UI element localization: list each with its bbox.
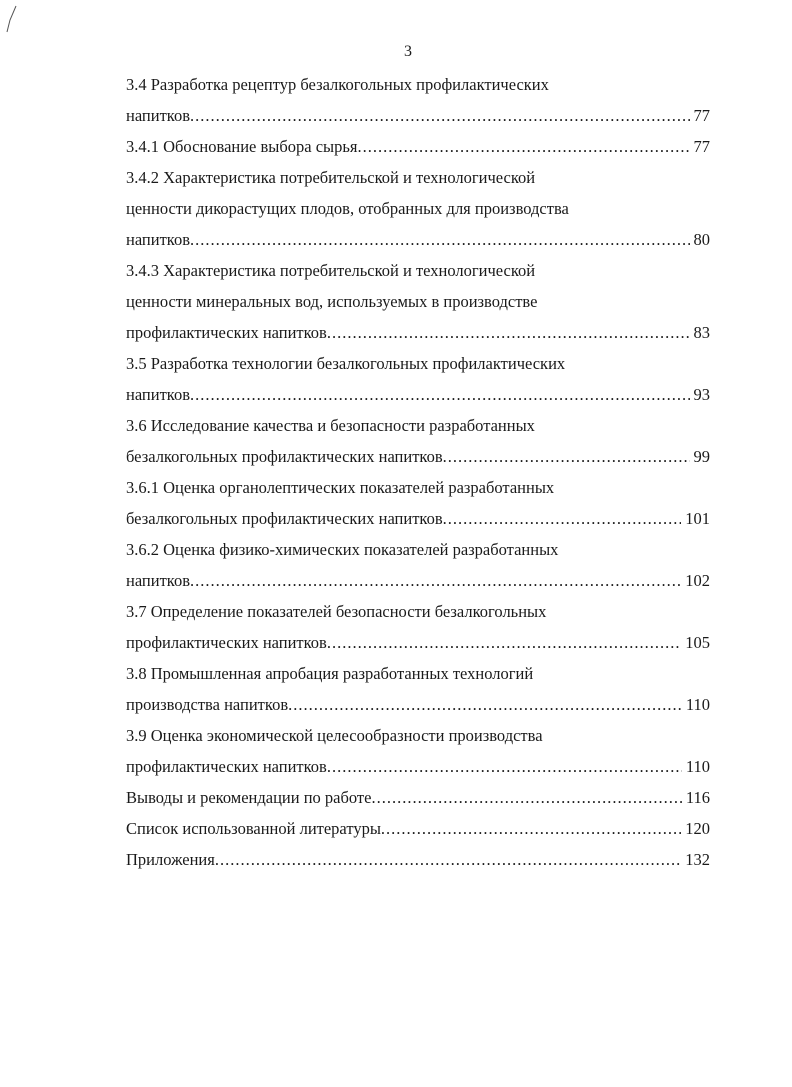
toc-entry-page: 99 xyxy=(693,447,710,466)
toc-dot-leader xyxy=(443,441,690,472)
toc-entry-title: 3.6.1 Оценка органолептических показателей разработанных xyxy=(126,478,555,497)
toc-entry-final-line xyxy=(126,100,710,131)
toc-entry xyxy=(126,596,710,658)
toc-entry-page: 77 xyxy=(693,137,710,156)
toc-entry-label: напитков xyxy=(126,106,191,125)
toc-entry-final-line xyxy=(126,689,710,720)
toc-entry-title: 3.4.3 Характеристика потребительской и технологической xyxy=(126,261,536,280)
toc-dot-leader xyxy=(371,782,681,813)
toc-entry-label: Выводы и рекомендации по работе xyxy=(126,788,372,807)
toc-entry-final-line xyxy=(126,627,710,658)
toc-entry-title: 3.5 Разработка технологии безалкогольных профилактических xyxy=(126,354,566,373)
toc-entry-final-line xyxy=(126,379,710,410)
toc-dot-leader xyxy=(358,131,690,162)
toc-entry-title: 3.8 Промышленная апробация разработанных технологий xyxy=(126,664,534,683)
toc-entry xyxy=(126,162,710,255)
toc-entry-page: 116 xyxy=(685,788,710,807)
toc-entry-label: 3.4.1 Обоснование выбора сырья xyxy=(126,137,358,156)
toc-entry-label: безалкогольных профилактических напитков xyxy=(126,509,443,528)
toc-entry-page: 110 xyxy=(685,757,710,776)
toc-entry-label: напитков xyxy=(126,571,191,590)
toc-entry-title: 3.4 Разработка рецептур безалкогольных профилактических xyxy=(126,75,549,94)
toc-entry-page: 93 xyxy=(693,385,710,404)
toc-entry-continuation: ценности дикорастущих плодов, отобранных для производства xyxy=(126,199,569,218)
toc-entry xyxy=(126,720,710,782)
toc-entry-label: профилактических напитков xyxy=(126,633,327,652)
toc-entry xyxy=(126,131,710,162)
toc-entry-final-line xyxy=(126,565,710,596)
toc-entry-final-line xyxy=(126,131,710,162)
toc-entry-continuation: ценности минеральных вод, используемых в производстве xyxy=(126,292,538,311)
toc-dot-leader xyxy=(215,844,681,875)
toc-entry-label: безалкогольных профилактических напитков xyxy=(126,447,443,466)
toc-entry xyxy=(126,410,710,472)
toc-dot-leader xyxy=(327,627,681,658)
toc-entry-page: 102 xyxy=(685,571,710,590)
toc-entry-final-line xyxy=(126,782,710,813)
toc-entry-final-line xyxy=(126,844,710,875)
table-of-contents xyxy=(126,69,710,875)
toc-entry-page: 120 xyxy=(685,819,710,838)
toc-entry-final-line xyxy=(126,751,710,782)
toc-dot-leader xyxy=(190,100,689,131)
toc-entry-page: 80 xyxy=(693,230,710,249)
toc-entry xyxy=(126,658,710,720)
toc-entry-page: 110 xyxy=(685,695,710,714)
toc-entry-final-line xyxy=(126,503,710,534)
page-number: 3 xyxy=(404,43,412,60)
toc-entry-final-line xyxy=(126,441,710,472)
toc-entry-label: профилактических напитков xyxy=(126,757,327,776)
toc-entry-label: напитков xyxy=(126,385,191,404)
toc-entry-label: производства напитков xyxy=(126,695,289,714)
toc-entry-page: 77 xyxy=(693,106,710,125)
toc-dot-leader xyxy=(288,689,682,720)
toc-entry xyxy=(126,782,710,813)
toc-entry-page: 101 xyxy=(685,509,710,528)
toc-entry-title: 3.6 Исследование качества и безопасности разработанных xyxy=(126,416,535,435)
toc-dot-leader xyxy=(190,224,689,255)
toc-dot-leader xyxy=(190,379,689,410)
toc-entry-label: Список использованной литературы xyxy=(126,819,381,838)
toc-entry xyxy=(126,69,710,131)
toc-entry-label: Приложения xyxy=(126,850,215,869)
toc-entry-final-line xyxy=(126,224,710,255)
toc-entry-title: 3.4.2 Характеристика потребительской и технологической xyxy=(126,168,536,187)
toc-entry-title: 3.7 Определение показателей безопасности безалкогольных xyxy=(126,602,547,621)
toc-entry-page: 83 xyxy=(693,323,710,342)
scan-mark-icon xyxy=(4,4,18,34)
toc-dot-leader xyxy=(443,503,682,534)
toc-entry xyxy=(126,255,710,348)
toc-entry-title: 3.6.2 Оценка физико-химических показателей разработанных xyxy=(126,540,559,559)
toc-entry xyxy=(126,472,710,534)
toc-entry-page: 105 xyxy=(685,633,710,652)
toc-entry-title: 3.9 Оценка экономической целесообразности производства xyxy=(126,726,543,745)
toc-entry xyxy=(126,534,710,596)
toc-dot-leader xyxy=(327,751,682,782)
toc-entry-final-line xyxy=(126,813,710,844)
toc-entry-label: напитков xyxy=(126,230,191,249)
toc-entry-final-line xyxy=(126,317,710,348)
toc-entry-label: профилактических напитков xyxy=(126,323,327,342)
toc-dot-leader xyxy=(190,565,681,596)
toc-dot-leader xyxy=(327,317,690,348)
toc-entry xyxy=(126,813,710,844)
toc-entry xyxy=(126,348,710,410)
toc-dot-leader xyxy=(381,813,681,844)
toc-entry xyxy=(126,844,710,875)
toc-entry-page: 132 xyxy=(685,850,710,869)
